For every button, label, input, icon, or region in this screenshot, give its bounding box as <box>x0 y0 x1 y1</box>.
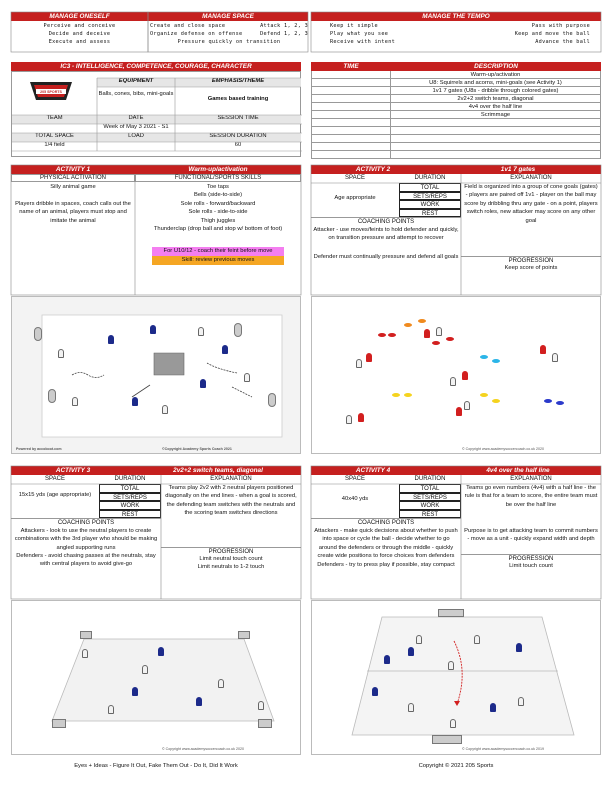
coaching-point: Attacker - use moves/feints to hold defender and quickly, on transition pressure and attempt to recover <box>313 227 459 242</box>
explanation-label: EXPLANATION <box>510 476 552 482</box>
functional-skills-label: FUNCTIONAL/SPORTS SKILLS <box>135 174 301 182</box>
activity4-name: 4v4 over the half line <box>435 466 601 475</box>
schedule-description <box>391 127 601 134</box>
schedule-row <box>311 87 601 95</box>
duration-row: REST <box>399 510 461 519</box>
oneself-line: Perceive and conceive <box>43 23 116 29</box>
coaching-label: COACHING POINTS <box>11 518 161 526</box>
activity3-diagram <box>11 600 301 755</box>
coaching-point: Attackers - look to use the neutral players to create combinations with the 3rd player who should be making angled supporting runs <box>14 528 158 551</box>
schedule-row <box>311 135 601 143</box>
activity1-title: ACTIVITY 1 <box>11 165 135 174</box>
skill-item: Sole rolls - forward/backward <box>180 200 256 207</box>
activity4-title: ACTIVITY 4 <box>311 466 435 475</box>
review-moves-note: Skill: review previous moves <box>152 256 284 265</box>
schedule-table <box>311 71 601 159</box>
space-value: Age appropriate <box>334 195 376 201</box>
credit: © Copyright www.academysoccercoach.co.uk 2019 <box>462 747 544 751</box>
explanation-text: Teams play 2v2 with 2 neutral players positioned diagonally on the end lines - when a goal is scored, the defending team switches with the neutrals and the scoring team switches directions <box>165 485 297 517</box>
schedule-row <box>311 103 601 111</box>
duration-rows <box>399 183 461 217</box>
schedule-description <box>391 151 601 158</box>
session-time-label: SESSION TIME <box>175 115 301 124</box>
coaching-label: COACHING POINTS <box>311 217 461 225</box>
schedule-description: Warm-up/activation <box>391 71 601 78</box>
schedule-row <box>311 127 601 135</box>
schedule-row <box>311 95 601 103</box>
duration-row: TOTAL <box>399 484 461 493</box>
progression-item: Limit neutrals to 1-2 touch <box>197 564 265 570</box>
duration-row: REST <box>399 209 461 218</box>
equipment-value: Balls, cones, bibs, mini-goals <box>98 91 174 97</box>
session-banner: IC3 - INTELLIGENCE, COMPETENCE, COURAGE, CHARACTER <box>11 62 301 71</box>
date-value: Week of May 3 2021 - S1 <box>103 124 169 130</box>
manage-tempo-lines <box>330 22 590 46</box>
description-header: DESCRIPTION <box>391 62 601 71</box>
space-label: SPACE <box>345 175 365 181</box>
coaching-point: Defenders - try to press play if possible, stay compact <box>317 562 455 568</box>
schedule-description: Scrimmage <box>391 111 601 118</box>
total-space-value: 1/4 field <box>44 142 65 148</box>
credit-left: Powered by accoboot.com <box>16 447 62 451</box>
duration-row: REST <box>99 510 161 519</box>
activity2-name: 1v1 7 gates <box>435 165 601 174</box>
emphasis-label: EMPHASIS/THEME <box>175 78 301 87</box>
activity2-title: ACTIVITY 2 <box>311 165 435 174</box>
schedule-time <box>311 151 391 158</box>
duration-label: DURATION <box>414 175 446 181</box>
space-value: 40x40 yds <box>341 496 369 502</box>
time-header: TIME <box>311 62 391 71</box>
skills-list <box>135 183 301 233</box>
progression-label: PROGRESSION <box>461 256 601 264</box>
oneself-line: Execute and assess <box>48 39 111 45</box>
duration-row: SETS/REPS <box>99 493 161 502</box>
schedule-row <box>311 119 601 127</box>
progression-item: Limit neutral touch count <box>199 556 263 562</box>
manage-oneself-lines <box>11 22 148 46</box>
explanation-text: Teams go even numbers (4v4) with a half line - the rule is that for a team to score, the entire team must be over the half line <box>464 485 598 508</box>
activity3-name: 2v2+2 switch teams, diagonal <box>135 466 301 475</box>
space-line: Attack 1, 2, 3 <box>260 23 308 29</box>
manage-space-lines <box>150 22 308 46</box>
schedule-time <box>311 79 391 86</box>
duration-label: DURATION <box>114 476 146 482</box>
activity3-title: ACTIVITY 3 <box>11 466 135 475</box>
coaching-point: Defender must continually pressure and defend all goals <box>313 254 459 260</box>
activity4-diagram <box>311 600 601 755</box>
physical-activation-label: PHYSICAL ACTIVATION <box>11 174 135 182</box>
skill-item: Thigh juggles <box>200 217 236 224</box>
duration-row: WORK <box>399 501 461 510</box>
progression-item: Keep score of points <box>504 265 558 271</box>
manage-tempo-title: MANAGE THE TEMPO <box>311 12 601 21</box>
load-label: LOAD <box>97 133 175 142</box>
footer-motto: Eyes + Ideas - Figure It Out, Fake Them Out - Do It, Did It Work <box>74 763 238 769</box>
skill-item: Thunderclap (drop ball and stop w/ bottom of foot) <box>153 226 283 233</box>
activity1-description: Players dribble in spaces, coach calls out the name of an animal, players must stop and imitate the animal <box>15 201 131 224</box>
session-info-table <box>11 71 301 157</box>
oneself-line: Decide and deceive <box>48 31 111 37</box>
tempo-line: Keep and move the ball <box>514 31 590 37</box>
skill-item: Sole rolls - side-to-side <box>188 209 248 216</box>
credit-right: ©Copyright Academy Sports Coach 2021 <box>162 447 232 451</box>
credit: © Copyright www.academysoccercoach.co.uk 2020 <box>162 747 244 751</box>
duration-row: WORK <box>399 200 461 209</box>
schedule-row <box>311 143 601 151</box>
footer-copyright: Copyright © 2021 205 Sports <box>418 763 494 769</box>
tempo-line: Pass with purpose <box>531 23 590 29</box>
duration-label: DURATION <box>414 476 446 482</box>
session-duration-label: SESSION DURATION <box>175 133 301 142</box>
explanation-text: Field is organized into a group of cone goals (gates) - players are paired off 1v1 - player on the ball may score by dribbling thru any gate - on a point, players switch roles, new attacker may score on any other goal <box>464 184 598 224</box>
schedule-time <box>311 119 391 126</box>
session-grid-lines <box>12 72 302 158</box>
credit: © Copyright www.academysoccercoach.co.uk 2020 <box>462 447 544 451</box>
coaching-point: Attackers - make quick decisions about whether to push into space or cycle the ball - decide whether to go around the defenders or through the middle - quickly create wide positions to force choices from defenders <box>314 528 458 560</box>
schedule-description: U8: Squirrels and acorns, mini-goals (see Activity 1) <box>391 79 601 86</box>
schedule-time <box>311 71 391 78</box>
progression-item: Purpose is to get attacking team to commit numbers - move as a unit - quickly expand width and depth <box>464 528 598 543</box>
progression-item: Limit touch count <box>509 563 553 569</box>
schedule-time <box>311 95 391 102</box>
skill-item: Toe taps <box>207 184 229 190</box>
coaching-label: COACHING POINTS <box>311 518 461 526</box>
explanation-label: EXPLANATION <box>210 476 252 482</box>
schedule-description <box>391 135 601 142</box>
schedule-description: 1v1 7 gates (U8s - dribble through colored gates) <box>391 87 601 94</box>
manage-oneself-title: MANAGE ONESELF <box>11 12 148 21</box>
date-label: DATE <box>97 115 175 124</box>
tempo-line: Play what you see <box>330 31 389 37</box>
activity1-diagram <box>11 296 301 454</box>
schedule-description: 4v4 over the half line <box>391 103 601 110</box>
schedule-time <box>311 127 391 134</box>
schedule-time <box>311 111 391 118</box>
duration-row: SETS/REPS <box>399 192 461 201</box>
progression-label: PROGRESSION <box>461 554 601 562</box>
schedule-description <box>391 143 601 150</box>
equipment-label: EQUIPMENT <box>97 78 175 87</box>
logo-text: 205 SPORTS <box>40 89 62 94</box>
duration-rows <box>399 484 461 518</box>
schedule-row <box>311 79 601 87</box>
space-line: Pressure quickly on transition <box>177 39 281 45</box>
team-label: TEAM <box>12 115 97 124</box>
manage-space-title: MANAGE SPACE <box>148 12 308 21</box>
activity1-name: Warm-up/activation <box>135 165 301 174</box>
activity2-diagram <box>311 296 601 454</box>
schedule-time <box>311 87 391 94</box>
schedule-time <box>311 143 391 150</box>
emphasis-value: Games based training <box>207 96 269 102</box>
duration-row: SETS/REPS <box>399 493 461 502</box>
duration-rows <box>99 484 161 518</box>
space-value: 15x15 yds (age appropriate) <box>18 492 92 498</box>
space-label: SPACE <box>45 476 65 482</box>
duration-row: TOTAL <box>399 183 461 192</box>
schedule-time <box>311 135 391 142</box>
progression-label: PROGRESSION <box>161 547 301 555</box>
schedule-row <box>311 151 601 159</box>
tempo-line: Receive with intent <box>330 39 396 45</box>
tempo-line: Keep it simple <box>330 23 378 29</box>
duration-row: TOTAL <box>99 484 161 493</box>
tempo-line: Advance the ball <box>535 39 590 45</box>
space-line: Create and close space <box>150 23 226 29</box>
space-line: Defend 1, 2, 3 <box>260 31 308 37</box>
skill-item: Bells (side-to-side) <box>194 192 242 199</box>
space-label: SPACE <box>345 476 365 482</box>
schedule-description <box>391 119 601 126</box>
schedule-description: 2v2+2 switch teams, diagonal <box>391 95 601 102</box>
coaching-point: Defenders - avoid chasing passes at the neutrals, stay with central players to avoid give-go <box>16 553 156 568</box>
coach-feint-note: For U10/12 - coach their feint before move <box>152 247 284 256</box>
explanation-label: EXPLANATION <box>510 175 552 181</box>
schedule-row <box>311 111 601 119</box>
total-space-label: TOTAL SPACE <box>12 133 97 142</box>
duration-row: WORK <box>99 501 161 510</box>
schedule-row <box>311 71 601 79</box>
activity1-game: Silly animal game <box>50 184 96 190</box>
schedule-time <box>311 103 391 110</box>
session-duration-value: 60 <box>234 142 242 148</box>
space-line: Organize defense on offense <box>150 31 243 37</box>
